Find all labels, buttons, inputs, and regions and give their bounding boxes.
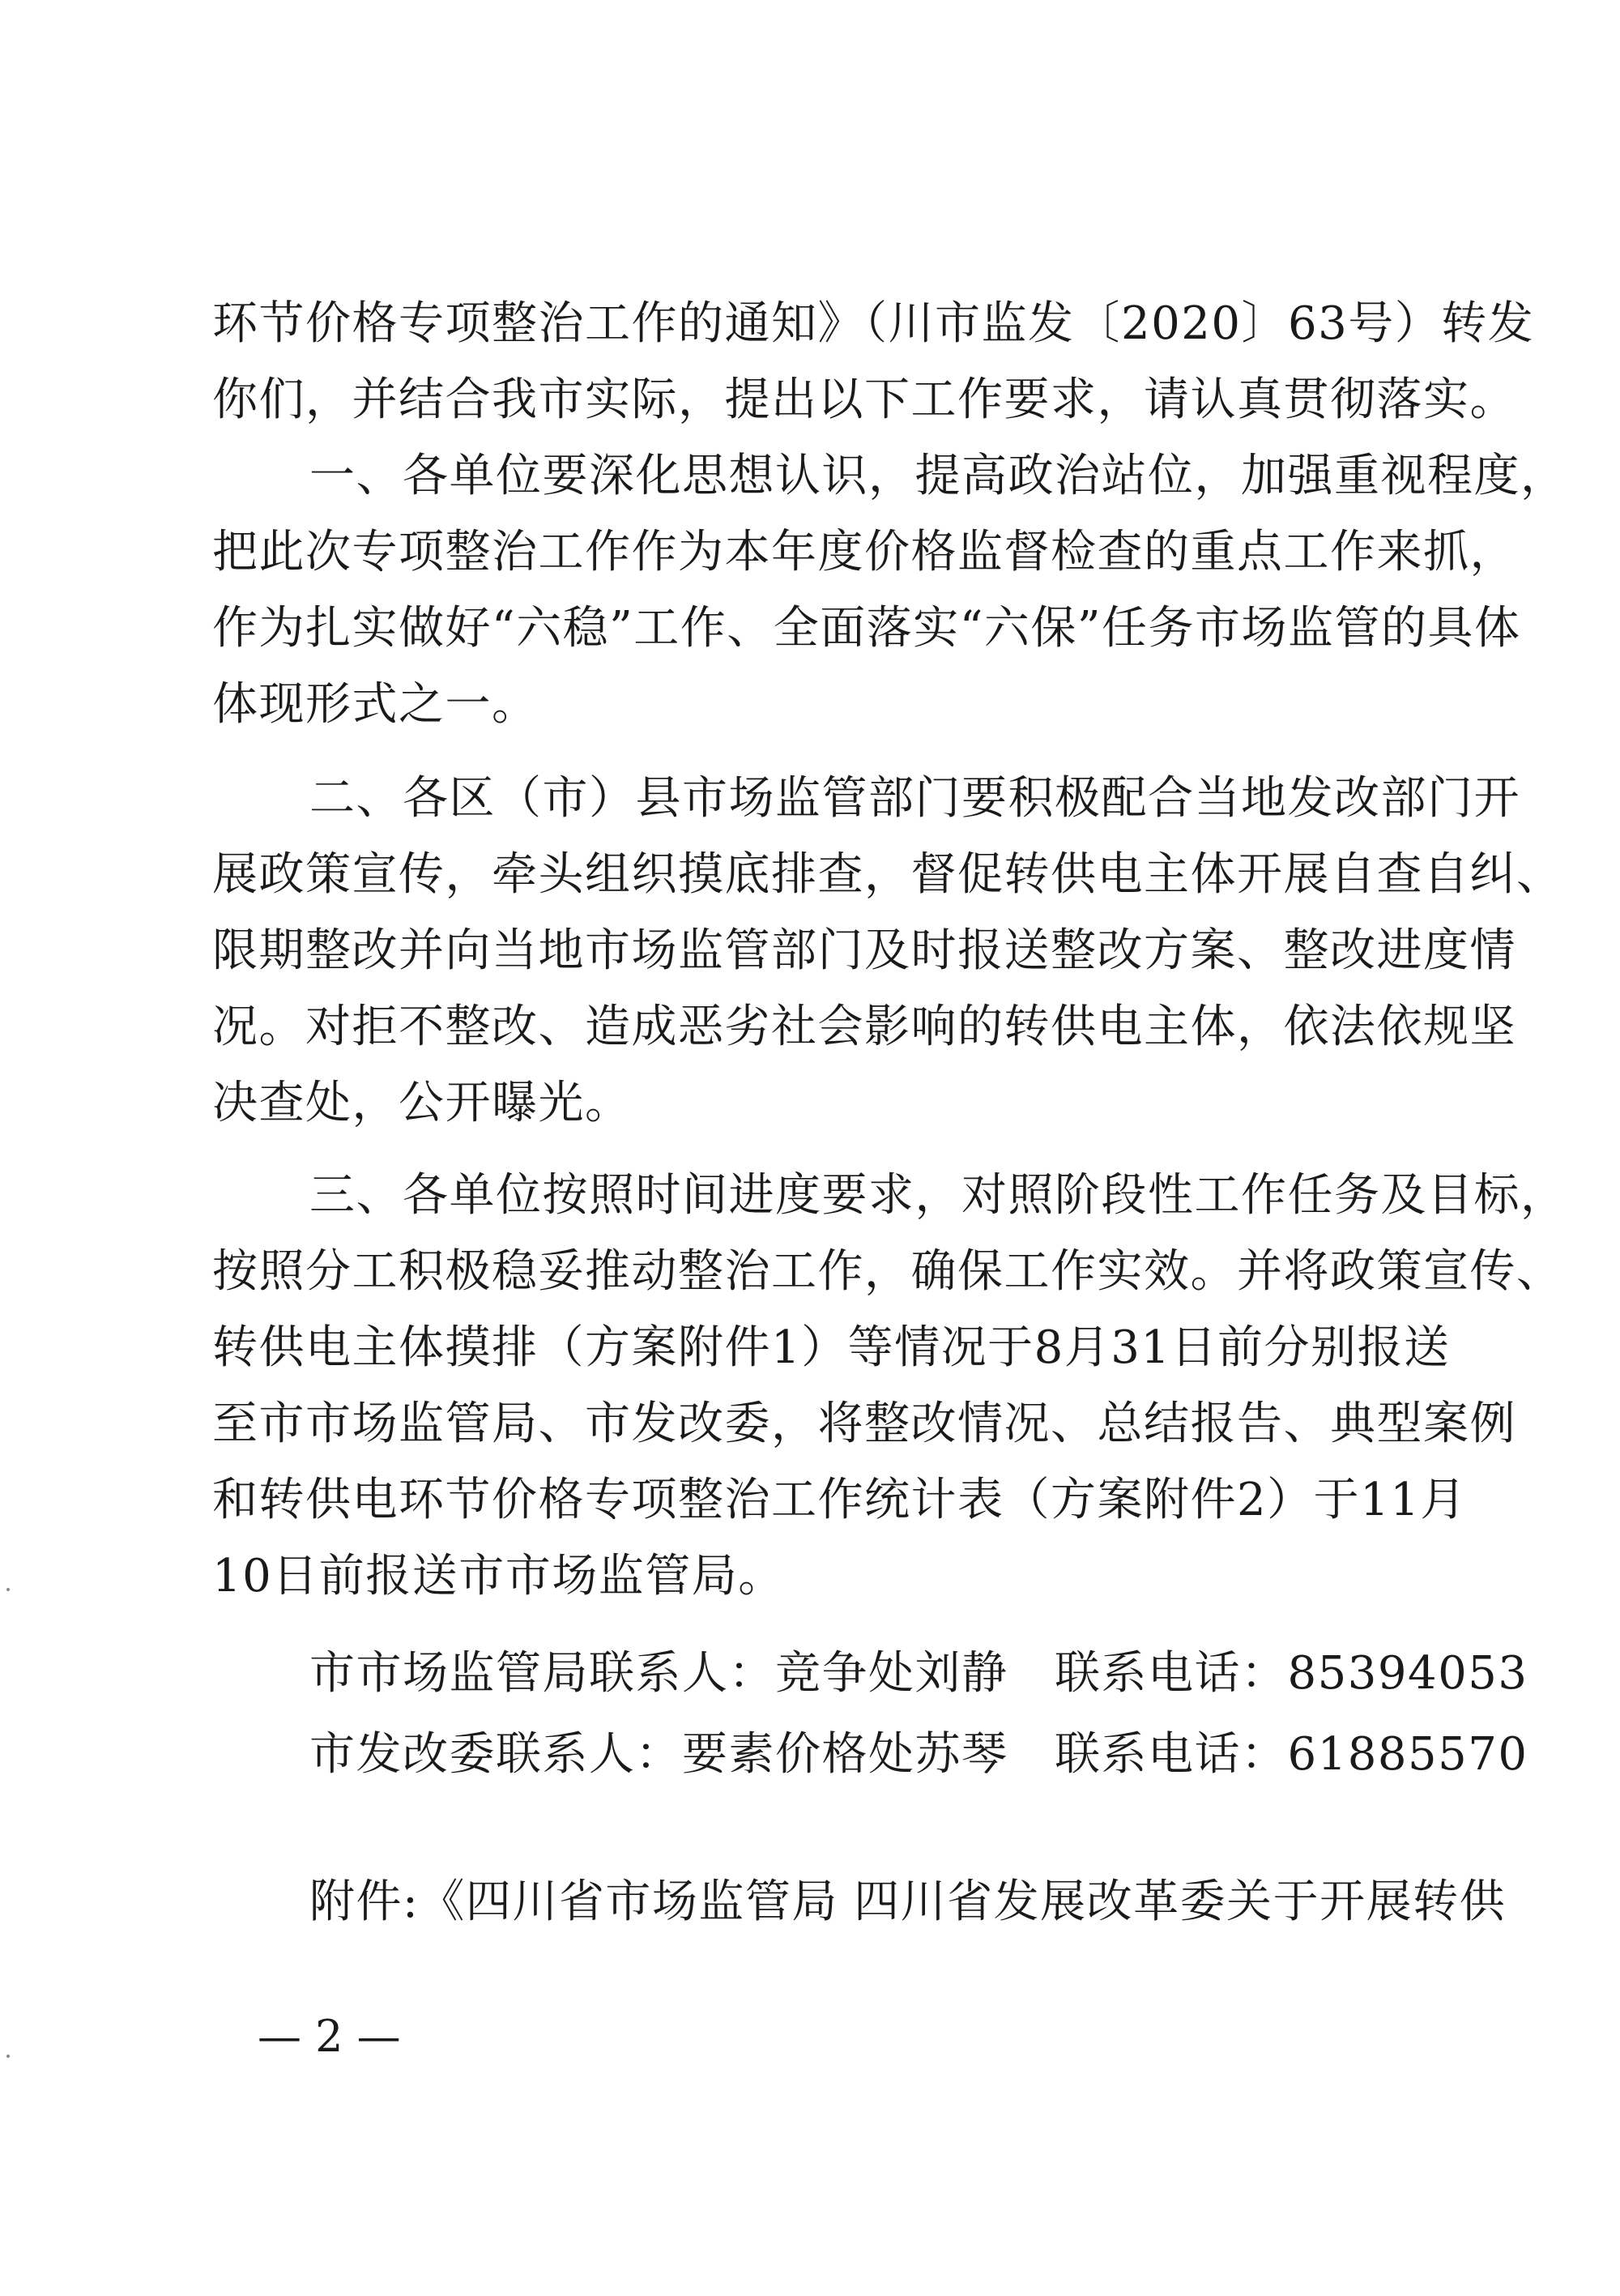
body-text-line: 作为扎实做好“六稳”工作、全面落实“六保”任务市场监管的具体 bbox=[212, 602, 1521, 655]
body-text-line: 转供电主体摸排（方案附件1）等情况于8月31日前分别报送 bbox=[212, 1321, 1451, 1374]
attachment-line: 附件:《四川省市场监管局 四川省发展改革委关于开展转供 bbox=[309, 1876, 1507, 1928]
body-text-line: 限期整改并向当地市场监管部门及时报送整改方案、整改进度情 bbox=[212, 924, 1516, 977]
body-text-line: 10日前报送市市场监管局。 bbox=[212, 1550, 785, 1603]
section-three-heading-line: 三、各单位按照时间进度要求，对照阶段性工作任务及目标， bbox=[309, 1169, 1567, 1222]
scan-edge-mark bbox=[6, 2055, 10, 2058]
body-text-line: 环节价格专项整治工作的通知》（川市监发〔2020〕63号）转发 bbox=[212, 297, 1535, 350]
body-text-line: 至市市场监管局、市发改委，将整改情况、总结报告、典型案例 bbox=[212, 1398, 1516, 1450]
body-text-line: 况。对拒不整改、造成恶劣社会影响的转供电主体，依法依规坚 bbox=[212, 1001, 1516, 1053]
body-text-line: 展政策宣传，牵头组织摸底排查，督促转供电主体开展自查自纠、 bbox=[212, 848, 1563, 901]
section-one-heading-line: 一、各单位要深化思想认识，提高政治站位，加强重视程度， bbox=[309, 450, 1567, 502]
body-text-line: 你们，并结合我市实际，提出以下工作要求，请认真贯彻落实。 bbox=[212, 373, 1516, 426]
body-text-line: 按照分工积极稳妥推动整治工作，确保工作实效。并将政策宣传、 bbox=[212, 1245, 1563, 1298]
contact-line-development-reform: 市发改委联系人：要素价格处苏琴 联系电话：61885570 bbox=[309, 1728, 1528, 1781]
page-number: — 2 — bbox=[258, 2011, 401, 2062]
body-text-line: 把此次专项整治工作作为本年度价格监督检查的重点工作来抓， bbox=[212, 526, 1516, 578]
body-text-line: 和转供电环节价格专项整治工作统计表（方案附件2）于11月 bbox=[212, 1474, 1467, 1526]
body-text-line: 体现形式之一。 bbox=[212, 678, 539, 731]
body-text-line: 决查处，公开曝光。 bbox=[212, 1077, 632, 1129]
contact-line-market-supervision: 市市场监管局联系人：竞争处刘静 联系电话：85394053 bbox=[309, 1647, 1528, 1700]
scan-edge-mark bbox=[6, 1588, 10, 1591]
section-two-heading-line: 二、各区（市）县市场监管部门要积极配合当地发改部门开 bbox=[309, 772, 1520, 825]
